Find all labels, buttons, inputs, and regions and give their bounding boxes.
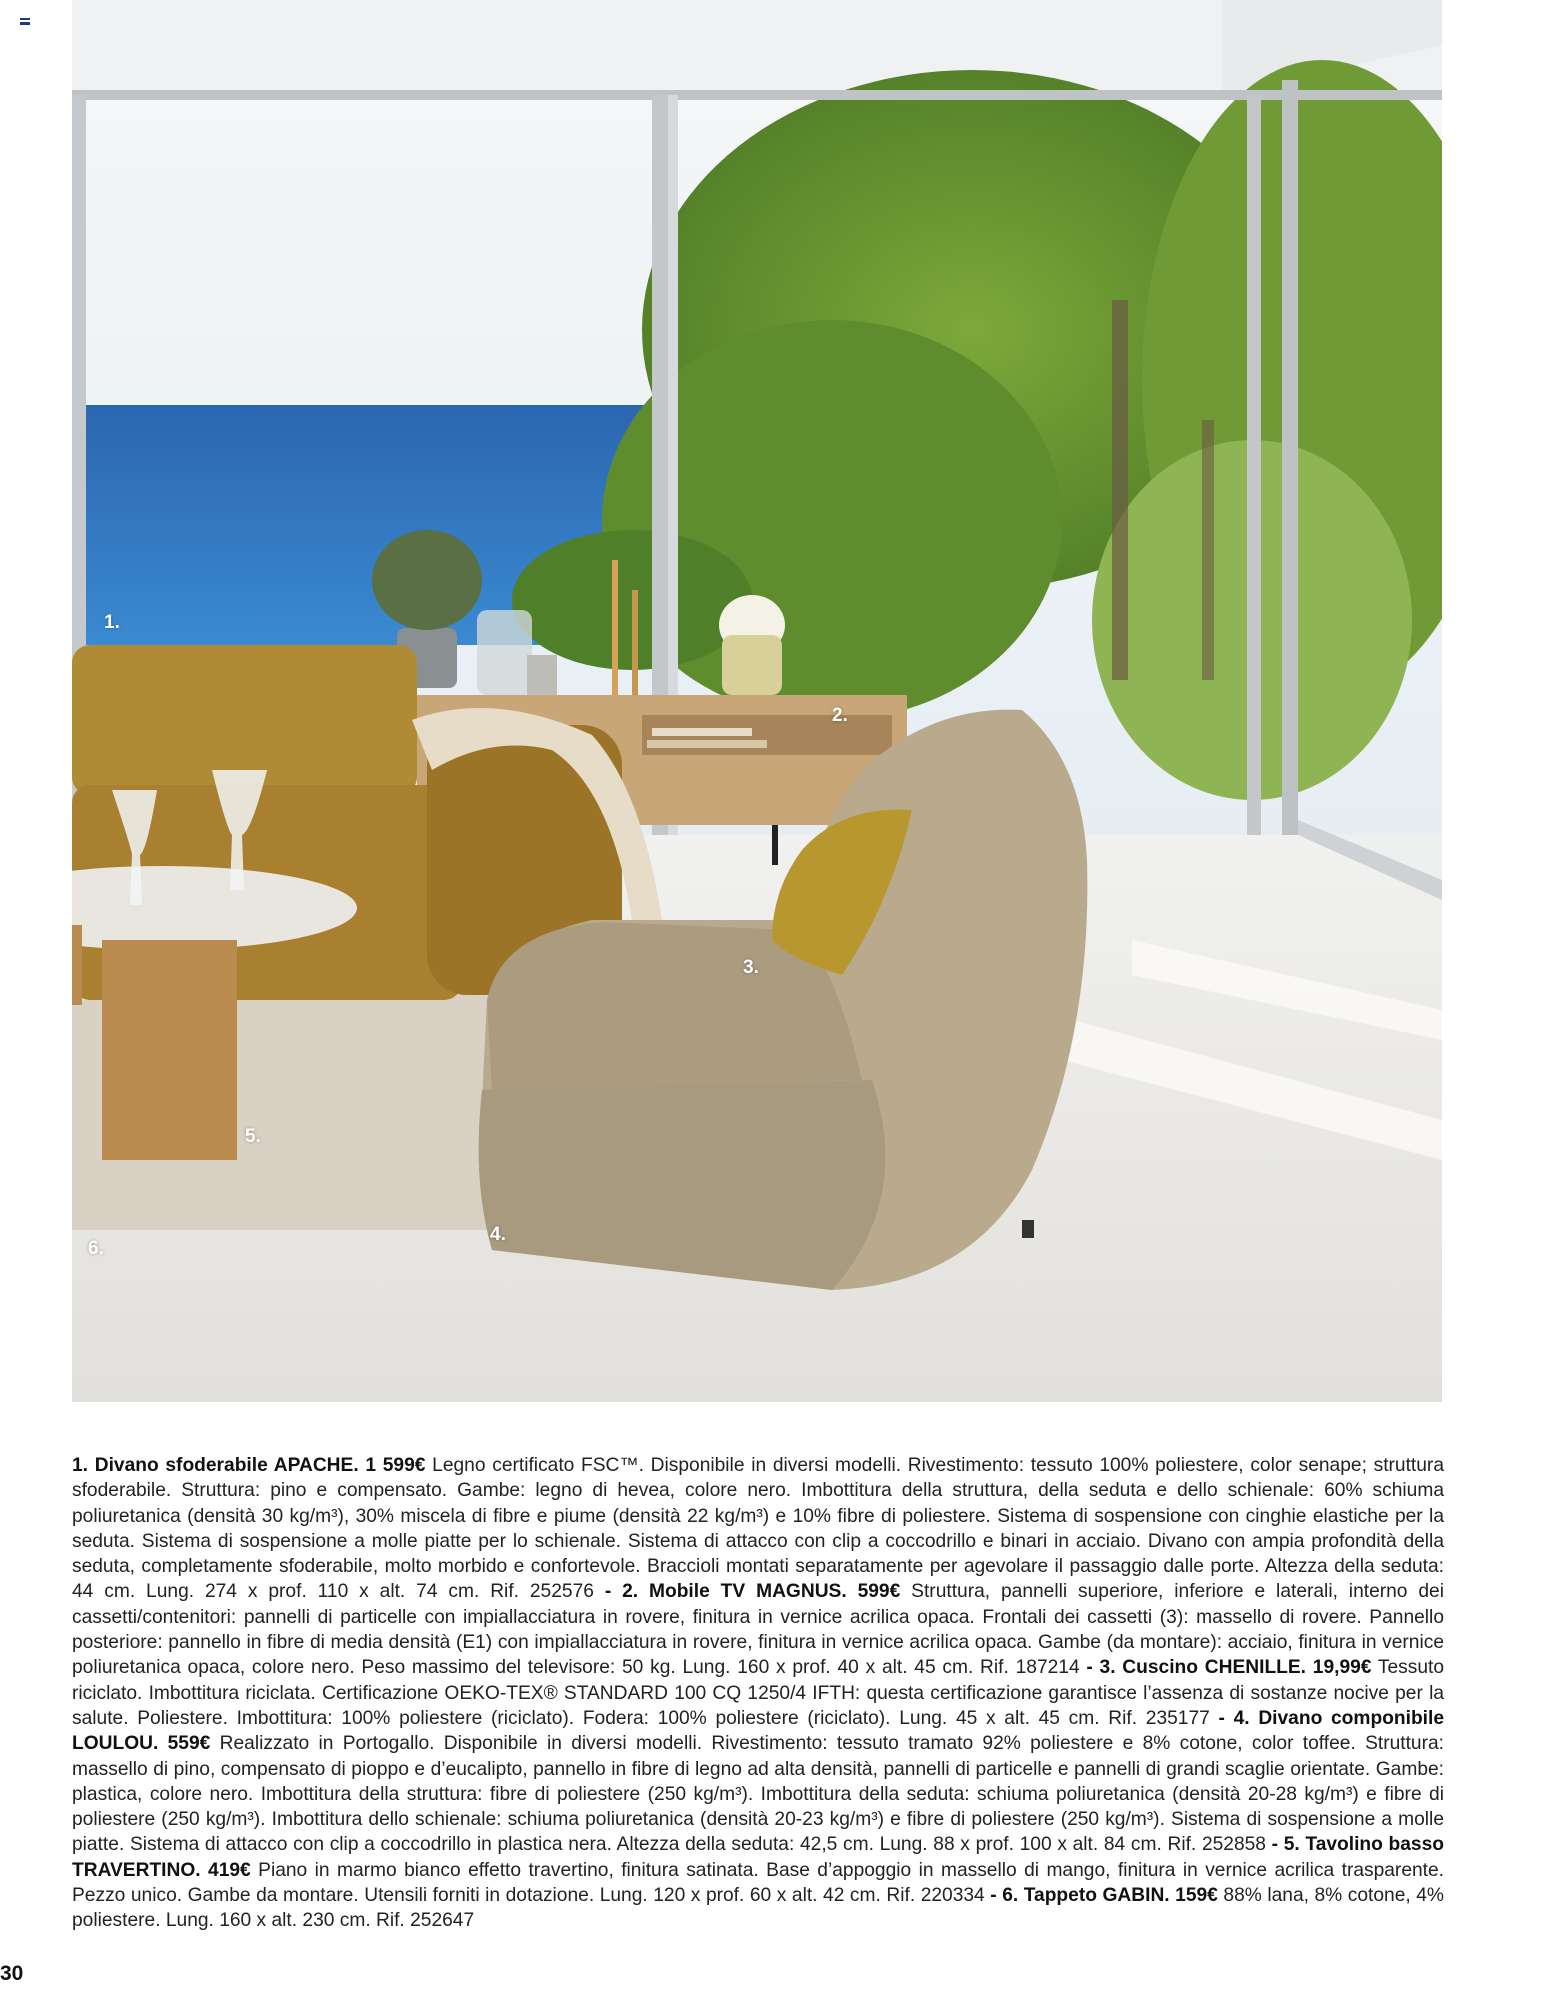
product-3-heading: - 3. Cuscino CHENILLE. 19,99€ xyxy=(1086,1657,1372,1679)
living-room-photo xyxy=(72,0,1442,1402)
product-1-heading: 1. Divano sfoderabile APACHE. 1 599€ xyxy=(72,1455,426,1476)
living-room-illustration xyxy=(72,0,1442,1402)
page-number: 30 xyxy=(0,1962,24,1985)
product-3-details: Tessuto riciclato. Imbottitura riciclata. Certificazione OEKO-TEX® STANDARD 100 CQ 1250/4 IFTH: questa certificazione garantisce l’assenza di sostanze nocive per la salute. Poliestere. Imbottitura: 100% poliestere (riciclato). Fodera: 100% poliestere (riciclato). Lung. 45 x alt. 45 cm. Rif. 235177 xyxy=(72,1657,1445,1729)
product-6-details: 88% lana, 8% cotone, 4% poliestere. Lung. 160 x alt. 230 cm. Rif. 252647 xyxy=(72,1885,1444,1932)
marker-2: 2. xyxy=(832,705,848,726)
marker-6: 6. xyxy=(88,1238,104,1259)
product-5-heading: - 5. Tavolino basso TRAVERTINO. 419€ xyxy=(72,1834,1444,1881)
product-description xyxy=(72,1453,1444,1934)
marker-1: 1. xyxy=(104,612,120,633)
menu-icon[interactable] xyxy=(20,18,30,25)
product-5-details: Piano in marmo bianco effetto travertino, finitura satinata. Base d’appoggio in massello di mango, finitura in vernice acrilica trasparente. Pezzo unico. Gambe da montare. Utensili forniti in dotazione. Lung. 120 x prof. 60 x alt. 42 cm. Rif. 220334 xyxy=(72,1859,1445,1907)
product-1-details: Legno certificato FSC™. Disponibile in diversi modelli. Rivestimento: tessuto 100% poliestere, color senape; struttura sfoderabile. Struttura: pino e compensato. Gambe: legno di hevea, colore nero. Imbottitura della struttura, della seduta e dello schienale: 60% schiuma poliuretanica (densità 30 kg/m³), 30% miscela di fibre e piume (densità 22 kg/m³) e 10% fibre di poliestere. Sistema di sospensione con cinghie elastiche per la seduta. Sistema di sospensione a molle piatte per lo schienale. Sistema di attacco con clip a coccodrillo e binari in acciaio. Divano con ampia profondità della seduta, completamente sfoderabile, molto morbido e confortevole. Braccioli montati separatamente per agevolare il passaggio dalle porte. Altezza della seduta: 44 cm. Lung. 274 x prof. 110 x alt. 74 cm. Rif. 252576 xyxy=(72,1455,1444,1603)
marker-4: 4. xyxy=(490,1224,506,1245)
product-6-heading: - 6. Tappeto GABIN. 159€ xyxy=(990,1885,1218,1907)
marker-5: 5. xyxy=(245,1126,261,1147)
product-2-heading: - 2. Mobile TV MAGNUS. 599€ xyxy=(604,1581,901,1603)
product-4-details: Realizzato in Portogallo. Disponibile in diversi modelli. Rivestimento: tessuto tramato 92% poliestere e 8% cotone, color toffee. Struttura: massello di pino, compensato di pioppo e d’eucalipto, pannello in fibre di legno ad alta densità, pannelli di particelle e pannelli di grandi scaglie orientate. Gambe: plastica, colore nero. Imbottitura della struttura: fibre di poliestere (250 kg/m³). Imbottitura della seduta: schiuma poliuretanica (densità 20-28 kg/m³) e fibre di poliestere (250 kg/m³). Imbottitura dello schienale: schiuma poliuretanica (densità 20-23 kg/m³) e fibre di poliestere (250 kg/m³). Sistema di sospensione a molle piatte. Sistema di attacco con clip a coccodrillo in plastica nera. Altezza della seduta: 42,5 cm. Lung. 88 x prof. 100 x alt. 84 cm. Rif. 252858 xyxy=(72,1733,1444,1856)
product-2-details: Struttura, pannelli superiore, inferiore e laterali, interno dei cassetti/contenitori: pannelli di particelle con impiallacciatura in rovere, finitura in vernice acrilica opaca. Frontali dei cassetti (3): massello di rovere. Pannello posteriore: pannello in fibre di media densità (E1) con impiallacciatura in rovere, finitura in vernice acrilica opaca. Gambe (da montare): acciaio, finitura in vernice poliuretanica opaca, colore nero. Peso massimo del televisore: 50 kg. Lung. 160 x prof. 40 x alt. 45 cm. Rif. 187214 xyxy=(72,1581,1444,1679)
product-4-heading: - 4. Divano componibile LOULOU. 559€ xyxy=(72,1707,1445,1755)
marker-3: 3. xyxy=(743,957,759,978)
